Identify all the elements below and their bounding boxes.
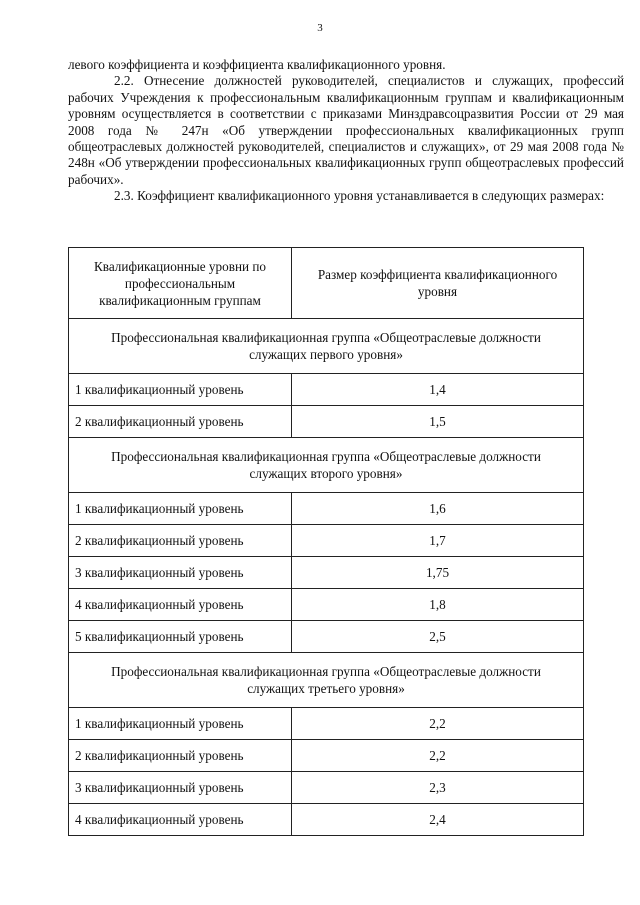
- group-header-row: [69, 438, 584, 493]
- level-cell: 2 квалификационный уровень: [69, 740, 292, 772]
- value-cell: 2,3: [292, 772, 584, 804]
- value-cell: 2,4: [292, 804, 584, 836]
- level-cell: 2 квалификационный уровень: [69, 406, 292, 438]
- value-cell: 1,4: [292, 374, 584, 406]
- table-row: [69, 740, 584, 772]
- level-cell: 4 квалификационный уровень: [69, 804, 292, 836]
- value-cell: 1,8: [292, 589, 584, 621]
- paragraph-continuation: левого коэффициента и коэффициента квалификационного уровня.: [68, 57, 446, 72]
- value-cell: 2,5: [292, 621, 584, 653]
- level-cell: 3 квалификационный уровень: [69, 557, 292, 589]
- level-cell: 4 квалификационный уровень: [69, 589, 292, 621]
- level-cell: 3 квалификационный уровень: [69, 772, 292, 804]
- paragraph-2-3: 2.3. Коэффициент квалификационного уровня устанавливается в следующих размерах:: [114, 188, 605, 204]
- value-cell: 1,7: [292, 525, 584, 557]
- group-title: Профессиональная квалификационная группа «Общеотраслевые должности служащих третьего уровня»: [69, 653, 584, 708]
- table-row: [69, 708, 584, 740]
- group-title: Профессиональная квалификационная группа «Общеотраслевые должности служащих первого уровня»: [69, 319, 584, 374]
- paragraph-2-2: 2.2. Отнесение должностей руководителей, специалистов и служащих, профессий рабочих Учреждения к профессиональным квалификационным группам и квалификационным уровням осуществляется в соответствии с приказами Минздравсоцразвития России от 29 мая 2008 года № 247н «Об утверждении профессиональных квалификационных групп общеотраслевых должностей руководителей, специалистов и служащих», от 29 мая 2008 года № 248н «Об утверждении профессиональных квалификационных групп общеотраслевых профессий рабочих».: [68, 73, 624, 187]
- table-row: [69, 621, 584, 653]
- table-row: [69, 589, 584, 621]
- header-value-cell: Размер коэффициента квалификационного уровня: [292, 248, 584, 319]
- coefficient-table: [68, 247, 584, 836]
- table-row: [69, 493, 584, 525]
- level-cell: 1 квалификационный уровень: [69, 493, 292, 525]
- group-header-row: [69, 653, 584, 708]
- group-header-row: [69, 319, 584, 374]
- level-cell: 2 квалификационный уровень: [69, 525, 292, 557]
- value-cell: 2,2: [292, 708, 584, 740]
- level-cell: 1 квалификационный уровень: [69, 374, 292, 406]
- document-body: [68, 57, 624, 205]
- value-cell: 1,6: [292, 493, 584, 525]
- level-cell: 1 квалификационный уровень: [69, 708, 292, 740]
- table-row: [69, 406, 584, 438]
- value-cell: 1,5: [292, 406, 584, 438]
- table-row: [69, 804, 584, 836]
- level-cell: 5 квалификационный уровень: [69, 621, 292, 653]
- value-cell: 1,75: [292, 557, 584, 589]
- table-row: [69, 557, 584, 589]
- page-number: 3: [317, 22, 323, 34]
- table-row: [69, 772, 584, 804]
- header-level-cell: Квалификационные уровни по профессиональным квалификационным группам: [69, 248, 292, 319]
- table-row: [69, 374, 584, 406]
- table-row: [69, 525, 584, 557]
- table-header-row: [69, 248, 584, 319]
- group-title: Профессиональная квалификационная группа «Общеотраслевые должности служащих второго уровня»: [69, 438, 584, 493]
- value-cell: 2,2: [292, 740, 584, 772]
